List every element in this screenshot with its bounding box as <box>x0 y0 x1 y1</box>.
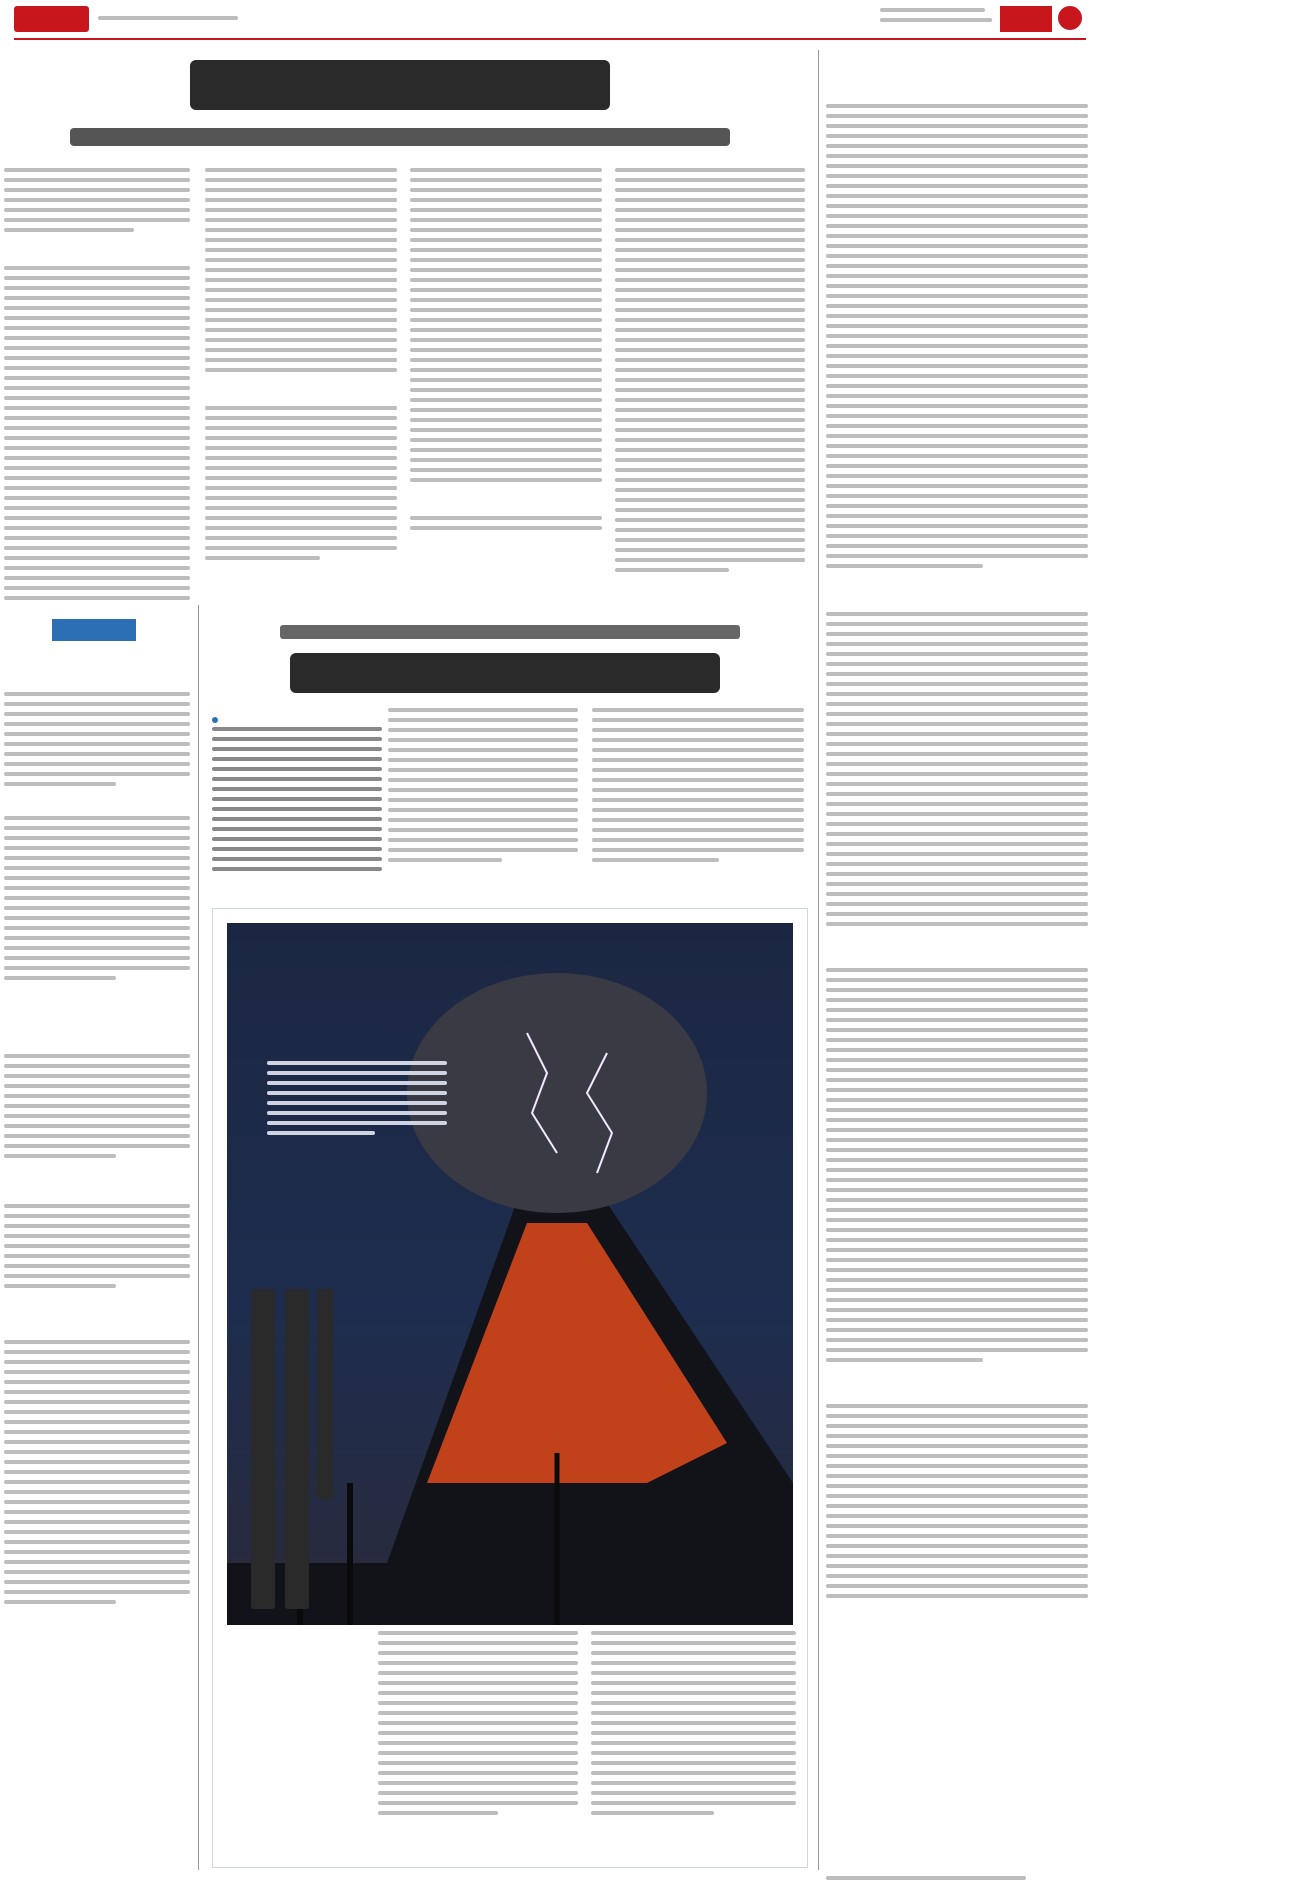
top-article-col-4 <box>615 168 805 603</box>
subhead-1 <box>4 238 190 260</box>
top-article-col-1 <box>4 168 190 603</box>
center-summary-box <box>212 708 382 883</box>
center-headline <box>290 648 720 698</box>
photo-article-col-1 <box>378 1631 578 1859</box>
foreign-label <box>4 990 190 1014</box>
news-label <box>4 652 190 670</box>
right-col <box>826 56 1088 1871</box>
top-article-col-3 <box>410 168 602 593</box>
side-headline-vertical <box>227 1289 387 1619</box>
center-article-col-1 <box>388 708 578 898</box>
page-number-badge <box>1058 6 1082 30</box>
brief-3-title <box>4 1014 190 1054</box>
hotline-text <box>98 16 248 26</box>
subhead-3 <box>410 488 602 510</box>
right-title-2 <box>826 582 1088 612</box>
top-article-col-2 <box>205 168 397 593</box>
footer-editors <box>826 1876 1088 1890</box>
left-col-briefs <box>4 652 190 1867</box>
brief-2-title <box>4 792 190 816</box>
masthead-logo <box>14 6 89 32</box>
brief-4-title <box>4 1164 190 1204</box>
photo-caption-title <box>267 1023 387 1055</box>
right-title-4 <box>826 1374 1088 1404</box>
photo-caption <box>267 1061 447 1201</box>
center-article-col-2 <box>592 708 804 898</box>
section-tag <box>1000 6 1052 32</box>
bullet-icon <box>212 717 218 723</box>
subhead-2 <box>205 378 397 400</box>
brief-5-title <box>4 1310 190 1340</box>
center-kicker <box>280 620 740 644</box>
brief-1-title <box>4 670 190 692</box>
top-headline <box>190 54 610 118</box>
right-title-1 <box>826 56 1088 104</box>
date-block <box>880 8 992 28</box>
ash-cloud <box>407 973 707 1213</box>
top-subheadline <box>70 124 730 152</box>
right-title-3 <box>826 934 1088 968</box>
quick-read-tag <box>52 619 136 641</box>
photo-article-col-2 <box>591 1631 796 1859</box>
photo-frame <box>212 908 808 1868</box>
